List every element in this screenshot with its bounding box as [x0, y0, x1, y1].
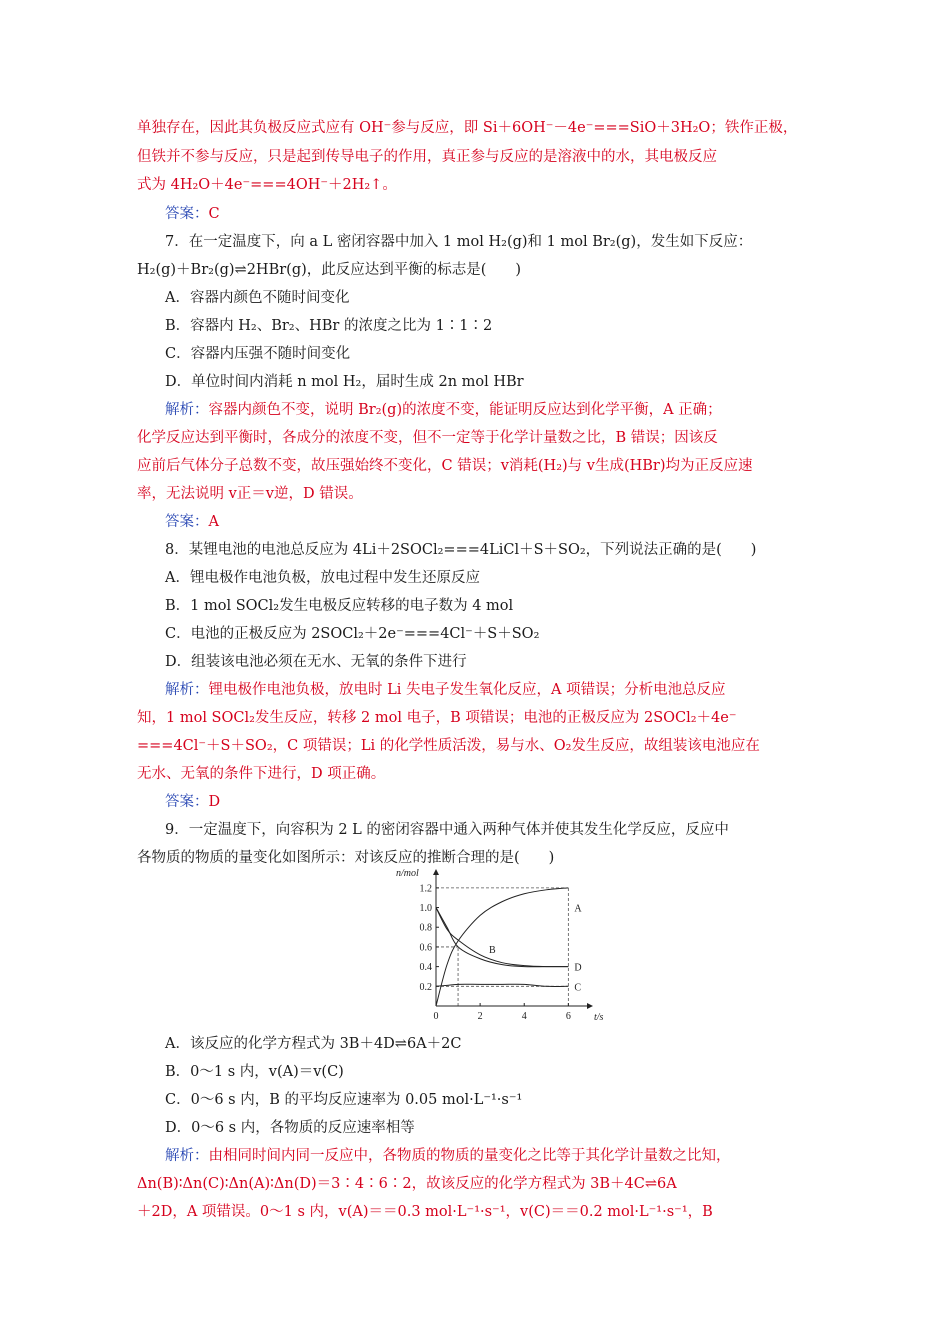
option-a: A．容器内颜色不随时间变化	[165, 290, 350, 306]
analysis-line	[165, 1146, 850, 1166]
y-tick-label: 0.6	[419, 942, 432, 954]
option-a: A．锂电极作电池负极，放电过程中发生还原反应	[165, 570, 480, 586]
answer-value: D	[208, 794, 221, 810]
option-a: A．该反应的化学方程式为 3B＋4D⇌6A＋2C	[165, 1036, 462, 1052]
option-d: D．0～6 s 内，各物质的反应速率相等	[165, 1120, 415, 1136]
answer-label: 答案：	[165, 514, 209, 530]
x-tick-label: 6	[565, 1011, 571, 1022]
text-line: 单独存在，因此其负极反应式应有 OH⁻参与反应，即 Si＋6OH⁻－4e⁻===SiO＋3H₂O；铁作正极，	[137, 120, 798, 136]
question-7-stem-cont: H₂(g)＋Br₂(g)⇌2HBr(g)，此反应达到平衡的标志是( )	[137, 262, 522, 278]
answer-line	[165, 512, 850, 532]
text-line: 式为 4H₂O＋4e⁻===4OH⁻＋2H₂↑。	[137, 177, 397, 193]
series-label-a: A	[574, 903, 582, 915]
series-line-a	[436, 888, 568, 1006]
series-line-d	[436, 908, 568, 967]
series-line-b	[436, 908, 568, 967]
answer-label: 答案：	[165, 206, 209, 222]
analysis-text: 容器内颜色不变，说明 Br₂(g)的浓度不变，能证明反应达到化学平衡，A 正确；	[208, 402, 722, 418]
option-d: D．单位时间内消耗 n mol H₂，届时生成 2n mol HBr	[165, 374, 524, 390]
text-line: ＋2D，A 项错误。0～1 s 内，v(A)＝＝0.3 mol·L⁻¹·s⁻¹，v(C)＝＝0.2 mol·L⁻¹·s⁻¹，B	[137, 1204, 713, 1220]
answer-value: A	[208, 514, 219, 530]
series-label-d: D	[574, 962, 582, 974]
text-line: 率，无法说明 v正＝v逆，D 错误。	[137, 486, 363, 502]
y-tick-label: 0.8	[419, 922, 432, 934]
option-b: B．0～1 s 内，v(A)＝v(C)	[165, 1064, 344, 1080]
text-line: ===4Cl⁻＋S＋SO₂，C 项错误；Li 的化学性质活泼，易与水、O₂发生反应，故组装该电池应在	[137, 738, 760, 754]
option-c: C．电池的正极反应为 2SOCl₂＋2e⁻===4Cl⁻＋S＋SO₂	[165, 626, 540, 642]
text-line: 知，1 mol SOCl₂发生反应，转移 2 mol 电子，B 项错误；电池的正极反应为 2SOCl₂＋4e⁻	[137, 710, 737, 726]
chart-svg	[380, 868, 604, 1028]
analysis-label: 解析：	[165, 1148, 209, 1164]
y-tick-label: 0.4	[419, 962, 432, 974]
x-tick-label: 2	[477, 1011, 483, 1022]
answer-line	[165, 204, 850, 224]
answer-line	[165, 792, 850, 812]
analysis-text: 由相同时间内同一反应中，各物质的物质的量变化之比等于其化学计量数之比知，	[208, 1148, 731, 1164]
text-line: 但铁并不参与反应，只是起到传导电子的作用，真正参与反应的是溶液中的水，其电极反应	[137, 149, 717, 165]
answer-label: 答案：	[165, 794, 209, 810]
y-axis-label: n/mol	[396, 868, 419, 879]
analysis-line	[165, 400, 850, 420]
option-b: B．1 mol SOCl₂发生电极反应转移的电子数为 4 mol	[165, 598, 514, 614]
question-9-stem: 9．一定温度下，向容积为 2 L 的密闭容器中通入两种气体并使其发生化学反应，反应中	[165, 822, 729, 838]
analysis-line	[165, 680, 850, 700]
series-label-b: B	[488, 944, 496, 956]
analysis-text: 锂电极作电池负极，放电时 Li 失电子发生氧化反应，A 项错误；分析电池总反应	[208, 682, 726, 698]
y-tick-label: 1.0	[419, 903, 432, 915]
text-line: 应前后气体分子总数不变，故压强始终不变化，C 错误；v消耗(H₂)与 v生成(HBr)均为正反应速	[137, 458, 753, 474]
option-b: B．容器内 H₂、Br₂、HBr 的浓度之比为 1∶1∶2	[165, 318, 493, 334]
series-label-c: C	[574, 982, 582, 994]
text-line: 无水、无氧的条件下进行，D 项正确。	[137, 766, 386, 782]
x-axis-label: t/s	[594, 1012, 604, 1023]
option-c: C．0～6 s 内，B 的平均反应速率为 0.05 mol·L⁻¹·s⁻¹	[165, 1092, 523, 1108]
question-7-stem: 7．在一定温度下，向 a L 密闭容器中加入 1 mol H₂(g)和 1 mol Br₂(g)，发生如下反应：	[165, 234, 753, 250]
x-tick-label: 4	[521, 1011, 527, 1022]
answer-value: C	[208, 206, 220, 222]
text-line: 化学反应达到平衡时，各成分的浓度不变，但不一定等于化学计量数之比，B 错误；因该反	[137, 430, 718, 446]
text-line: Δn(B)∶Δn(C)∶Δn(A)∶Δn(D)＝3∶4∶6∶2，故该反应的化学方程式为 3B＋4C⇌6A	[137, 1176, 677, 1192]
analysis-label: 解析：	[165, 682, 209, 698]
y-tick-label: 1.2	[419, 883, 432, 895]
y-tick-label: 0.2	[419, 981, 432, 993]
option-d: D．组装该电池必须在无水、无氧的条件下进行	[165, 654, 467, 670]
question-8-stem: 8．某锂电池的电池总反应为 4Li＋2SOCl₂===4LiCl＋S＋SO₂，下列说法正确的是( )	[165, 542, 757, 558]
option-c: C．容器内压强不随时间变化	[165, 346, 351, 362]
reaction-chart	[380, 868, 604, 1028]
question-9-stem-cont: 各物质的物质的量变化如图所示：对该反应的推断合理的是( )	[137, 850, 555, 866]
x-tick-label: 0	[433, 1011, 439, 1022]
analysis-label: 解析：	[165, 402, 209, 418]
